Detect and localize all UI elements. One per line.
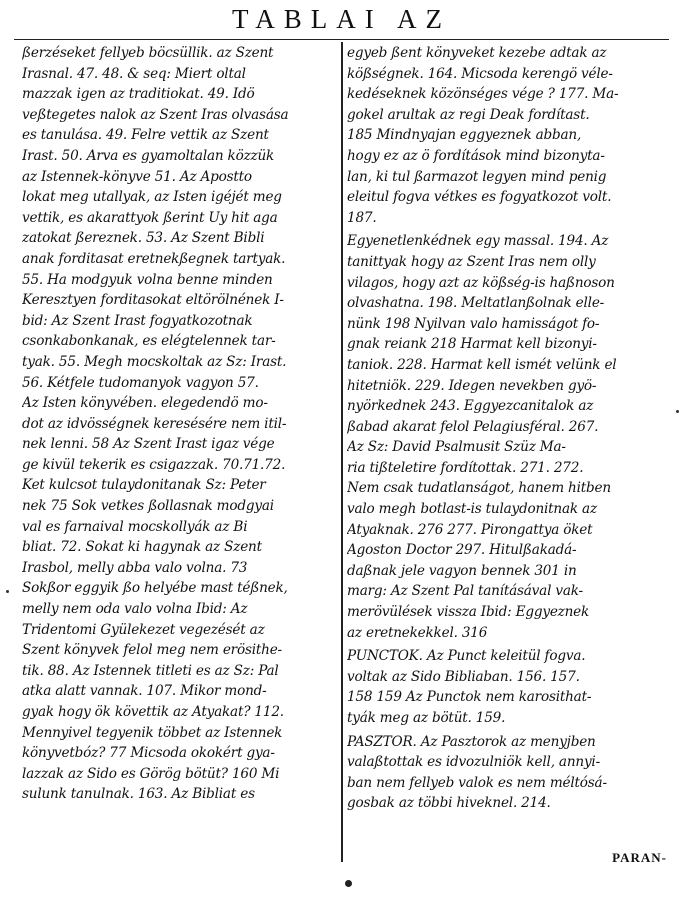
index-line: gokel arultak az regi Deak fordítast. (347, 106, 590, 123)
right-column (347, 43, 669, 814)
index-line: valaßtottak es idvozulniök kell, annyi- (347, 754, 600, 771)
index-line: tyak. 55. Megh mocskoltak az Sz: Irast. (22, 353, 287, 370)
index-line: tyák meg az bötüt. 159. (347, 710, 506, 726)
index-line: lazzak az Sido es Görög bötüt? 160 Mi (22, 765, 280, 782)
running-header: TABLAI AZ (231, 4, 452, 34)
index-line: lan, ki tul ßarmazot legyen mind penig (347, 168, 607, 185)
index-line: anak forditasat eretnekßegnek tartyak. (22, 250, 286, 267)
index-line: ßerzéseket fellyeb böcsüllik. az Szent (22, 45, 274, 61)
index-line: 158 159 Az Punctok nem karosithat- (347, 689, 592, 706)
index-line: Agoston Doctor 297. Hitulßakadá- (347, 542, 577, 559)
index-line: könyvetbóz? 77 Micsoda okokért gya- (22, 745, 275, 762)
index-line: az Istennek-könyve 51. Az Apostto (22, 168, 252, 185)
edge-mark (6, 590, 9, 593)
page-ornament (345, 880, 352, 887)
column-divider (341, 42, 343, 862)
index-entry (347, 43, 669, 228)
index-entry (347, 646, 669, 728)
index-line: nek 75 Sok vetkes ßollasnak modgyai (22, 498, 274, 515)
index-line: Keresztyen forditasokat eltörölnének I- (22, 292, 284, 309)
index-line: ge kivül tekerik es csigazzak. 70.71.72. (22, 456, 286, 473)
index-line: gnak reiank 218 Harmat kell bizonyi- (347, 336, 597, 353)
index-line: ßabad akarat felol Pelagiusféral. 267. (347, 418, 599, 435)
index-line: veßtegetes nalok az Szent Iras olvasása (22, 106, 289, 123)
index-line: mazzak igen az traditiokat. 49. Idö (22, 86, 255, 103)
index-line: val es farnaival mocskollyák az Bi (22, 518, 248, 535)
index-line: marg: Az Szent Pal tanításával vak- (347, 583, 583, 600)
index-line: Sokßor eggyik ßo helyébe mast téßnek, (22, 580, 288, 597)
index-line: ban nem fellyeb valok es nem méltósá- (347, 774, 607, 791)
index-line: nünk 198 Nyilvan valo hamisságot fo- (347, 315, 600, 332)
index-line: gyak hogy ök követtik az Atyakat? 112. (22, 704, 284, 720)
index-line: Irast. 50. Arva es gyamoltalan közzük (22, 147, 275, 164)
catchword: PARAN- (612, 850, 667, 865)
index-line: Mennyivel tegyenik többet az Istennek (22, 724, 283, 741)
index-entry (347, 732, 669, 814)
index-line: 185 Mindnyajan eggyeznek abban, (347, 127, 582, 144)
index-line: Az Sz: David Psalmusit Szüz Ma- (347, 439, 566, 456)
left-column (22, 43, 338, 805)
edge-mark (676, 410, 679, 413)
index-entry (347, 231, 669, 643)
index-line: voltak az Sido Bibliaban. 156. 157. (347, 668, 580, 685)
index-line: PASZTOR. Az Pasztorok az menyjben (347, 733, 596, 750)
index-line: gosbak az többi hiveknel. 214. (347, 795, 551, 812)
index-line: dot az idvösségnek keresésére nem itil- (22, 415, 287, 432)
index-line: olvashatna. 198. Meltatlanßolnak elle- (347, 295, 605, 312)
index-line: Az Isten könyvében. elegedendö mo- (22, 395, 268, 412)
index-line: kößségnek. 164. Micsoda kerengö véle- (347, 65, 613, 82)
index-line: csonkabonkanak, es elégtelennek tar- (22, 333, 276, 350)
index-line: Szent könyvek felol meg nem erösithe- (22, 642, 282, 659)
index-line: merövülések vissza Ibid: Eggyeznek (347, 604, 590, 621)
header-rule (14, 39, 669, 40)
index-line: nek lenni. 58 Az Szent Irast igaz vége (22, 436, 275, 453)
index-line: 55. Ha modgyuk volna benne minden (22, 271, 273, 288)
index-line: bid: Az Szent Irast fogyatkozotnak (22, 312, 253, 329)
index-line: tik. 88. Az Istennek titleti es az Sz: Pal (22, 662, 279, 679)
index-line: Egyenetlenkédnek egy massal. 194. Az (347, 233, 609, 250)
index-line: Ket kulcsot tulaydonitanak Sz: Peter (22, 477, 266, 494)
index-line: Tridentomi Gyülekezet vegezését az (22, 621, 265, 638)
index-line: eleitul fogva vétkes es fogyatkozot volt. (347, 189, 612, 206)
index-line: Atyaknak. 276 277. Pirongattya öket (347, 521, 593, 538)
index-line: ria tißteletire fordítottak. 271. 272. (347, 459, 584, 476)
index-line: 56. Kétfele tudomanyok vagyon 57. (22, 374, 259, 391)
index-line: hitetniök. 229. Idegen nevekben gyö- (347, 377, 597, 394)
index-line: zatokat ßereznek. 53. Az Szent Bibli (22, 230, 265, 247)
index-line: 187. (347, 209, 377, 226)
index-line: Nem csak tudatlanságot, hanem hitben (347, 480, 611, 497)
index-line: vilagos, hogy azt az kößség-is haßnoson (347, 274, 615, 291)
index-line: Irasnal. 47. 48. & seq: Miert oltal (22, 65, 246, 82)
index-line: taniok. 228. Harmat kell ismét velünk el (347, 356, 617, 373)
index-line: az eretnekekkel. 316 (347, 624, 488, 641)
index-line: daßnak jele vagyon bennek 301 in (347, 562, 577, 579)
index-line: sulunk tanulnak. 163. Az Bibliat es (22, 786, 255, 803)
index-line: hogy ez az ö fordítások mind bizonyta- (347, 147, 605, 164)
index-line: melly nem oda valo volna Ibid: Az (22, 601, 248, 618)
index-line: egyeb ßent könyveket kezebe adtak az (347, 45, 607, 61)
index-line: Irasbol, melly abba valo volna. 73 (22, 559, 248, 576)
index-line: valo megh botlast-is tulaydonitnak az (347, 501, 597, 518)
index-line: atka alatt vannak. 107. Mikor mond- (22, 683, 267, 700)
index-line: kedéseknek közönséges vége ? 177. Ma- (347, 86, 619, 103)
index-line: lokat meg utallyak, az Isten igéjét meg (22, 189, 282, 206)
index-line: bliat. 72. Sokat ki hagynak az Szent (22, 539, 262, 556)
index-line: tanittyak hogy az Szent Iras nem olly (347, 253, 596, 270)
index-line: es tanulása. 49. Felre vettik az Szent (22, 127, 269, 144)
index-line: vettik, es akarattyok ßerint Uy hit aga (22, 209, 278, 226)
index-line: nyörkednek 243. Eggyezcanitalok az (347, 398, 594, 415)
index-line: PUNCTOK. Az Punct keleitül fogva. (347, 648, 586, 665)
